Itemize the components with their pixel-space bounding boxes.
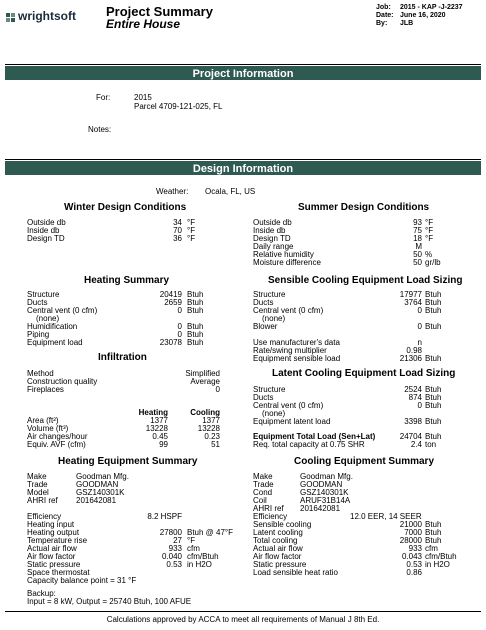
cool-eq-row-label: Actual air flow [253,544,303,553]
req-capacity-value: 2.4 [410,440,422,449]
latent-row-label: Ducts [253,393,274,402]
divider [5,611,481,612]
sensible-row-unit: Btuh [425,306,442,315]
cool-cond-value: GSZ140301K [300,488,349,497]
cool-eff-label: Efficiency [253,512,288,521]
balance-point: Capacity balance point = 31 °F [27,576,137,585]
heating-column-header: Heating [138,408,168,417]
heat-eq-row-value: 27 [173,536,182,545]
heat-eq-row-unit: in H2O [187,560,212,569]
sensible-row-value: n [417,338,422,347]
cooling-column-header: Cooling [190,408,220,417]
infil-row-label: Air changes/hour [27,432,88,441]
infiltration-heading: Infiltration [98,352,147,363]
heat-ahri-value: 201642081 [76,496,117,505]
heat-eq-row-unit: cfm/Btuh [187,552,219,561]
summer-row-label: Moisture difference [253,258,321,267]
total-load-label: Equipment Total Load (Sen+Lat) [253,432,376,441]
cool-eq-row-value: 7000 [404,528,422,537]
project-information-bar: Project Information [5,66,481,80]
date-label: Date: [376,12,394,19]
heating-row-unit: Btuh [187,298,204,307]
sensible-row-unit: Btuh [425,354,442,363]
latent-row-label: Structure [253,385,286,394]
heating-row-unit: Btuh [187,322,204,331]
winter-row-value: 34 [173,218,182,227]
latent-row-unit: Btuh [425,393,442,402]
cool-eq-row-value: 0.86 [406,568,422,577]
cool-eq-row-unit: cfm [425,544,438,553]
heat-make-label: Make [27,472,47,481]
winter-row-unit: °F [187,218,196,227]
design-information-bar: Design Information [5,161,481,175]
cool-coil-value: ARUF31B14A [300,496,351,505]
heat-eq-row-label: Temperature rise [27,536,88,545]
heating-row-value: 0 [177,330,182,339]
sensible-row-unit: Btuh [425,290,442,299]
cool-eq-row-unit: cfm/Btuh [425,552,457,561]
quality-value: Average [190,377,220,386]
summer-row-value: 50 [413,258,422,267]
weather-label: Weather: [156,187,189,196]
method-label: Method [27,369,54,378]
summer-row-value: M [415,242,422,251]
heating-row-label: (none) [36,314,60,323]
heating-row-label: Ducts [27,298,48,307]
by-value: JLB [400,20,414,27]
winter-row-label: Design TD [27,234,65,243]
winter-design-heading: Winter Design Conditions [64,202,187,213]
latent-row-value: 2524 [404,385,422,394]
summer-row-value: 50 [413,250,422,259]
cool-eq-row-label: Air flow factor [253,552,302,561]
heating-row-unit: Btuh [187,290,204,299]
summer-row-label: Outside db [253,218,292,227]
cool-eq-row-unit: Btuh [425,528,442,537]
sensible-row-label: Rate/swing multiplier [253,346,327,355]
for-line2: Parcel 4709-121-025, FL [134,102,223,111]
cool-make-label: Make [253,472,273,481]
summer-row-unit: % [425,250,433,259]
job-value: 2015 - KAP -J-2237 [400,4,463,11]
cool-eq-row-value: 21000 [399,520,422,529]
summer-row-label: Daily range [253,242,294,251]
for-label: For: [96,93,111,102]
page-subtitle: Entire House [106,17,181,31]
heat-eq-row-label: Heating output [27,528,80,537]
latent-row-unit: Btuh [425,385,442,394]
summer-row-unit: °F [425,226,434,235]
divider [5,64,481,65]
req-capacity-label: Req. total capacity at 0.75 SHR [253,440,365,449]
winter-row-label: Outside db [27,218,66,227]
heat-trade-label: Trade [27,480,48,489]
summer-row-label: Relative humidity [253,250,314,259]
cool-eq-row-label: Static pressure [253,560,307,569]
summer-row-unit: gr/lb [425,258,441,267]
heating-row-value: 0 [177,306,182,315]
logo-mark-icon [6,12,15,21]
cool-coil-label: Coil [253,496,267,505]
cool-eq-row-label: Latent cooling [253,528,303,537]
sensible-row-label: Structure [253,290,286,299]
sensible-row-value: 0 [417,306,422,315]
heat-eq-row-unit: Btuh @ 47°F [187,528,234,537]
summer-row-unit: °F [425,218,434,227]
cool-trade-label: Trade [253,480,274,489]
latent-row-label: Equipment latent load [253,417,331,426]
sensible-row-label: Equipment sensible load [253,354,341,363]
heating-row-label: Structure [27,290,60,299]
cool-eff-value: 12.0 EER, 14 SEER [350,512,422,521]
heating-row-label: Central vent (0 cfm) [27,306,98,315]
infil-row-label: Area (ft²) [27,416,59,425]
heating-row-label: Humidification [27,322,78,331]
sensible-row-label: Central vent (0 cfm) [253,306,324,315]
heating-row-label: Equipment load [27,338,83,347]
heating-row-value: 23078 [159,338,182,347]
latent-row-value: 0 [417,401,422,410]
latent-cooling-heading: Latent Cooling Equipment Load Sizing [272,368,456,379]
heat-model-value: GSZ140301K [76,488,125,497]
total-load-value: 24704 [399,432,422,441]
cool-ahri-label: AHRI ref [253,504,284,513]
backup-value: Input = 8 kW, Output = 25740 Btuh, 100 AFUE [27,597,192,606]
cool-eq-row-unit: Btuh [425,536,442,545]
infil-row-cooling: 51 [211,440,220,449]
heat-ahri-label: AHRI ref [27,496,58,505]
winter-row-unit: °F [187,234,196,243]
page-title: Project Summary [106,4,213,19]
sensible-row-unit: Btuh [425,322,442,331]
cool-eq-row-value: 28000 [399,536,422,545]
heating-row-unit: Btuh [187,306,204,315]
latent-row-unit: Btuh [425,401,442,410]
infil-row-cooling: 1377 [202,416,220,425]
sensible-cooling-heading: Sensible Cooling Equipment Load Sizing [268,275,463,286]
winter-row-unit: °F [187,226,196,235]
heat-eq-row-value: 0.040 [161,552,182,561]
cool-eq-row-label: Total cooling [253,536,298,545]
heating-row-unit: Btuh [187,338,204,347]
heat-make-value: Goodman Mfg. [76,472,129,481]
latent-row-unit: Btuh [425,417,442,426]
heat-eq-row-label: Space thermostat [27,568,90,577]
latent-row-label: Central vent (0 cfm) [253,401,324,410]
cool-eq-row-value: 0.53 [406,560,422,569]
cool-trade-value: GOODMAN [300,480,343,489]
heat-trade-value: GOODMAN [76,480,119,489]
cool-eq-row-value: 0.043 [401,552,422,561]
heat-eq-row-label: Heating input [27,520,75,529]
fireplaces-label: Fireplaces [27,385,64,394]
infil-row-heating: 0.45 [152,432,168,441]
infil-row-cooling: 0.23 [204,432,220,441]
sensible-row-value: 21306 [399,354,422,363]
winter-row-label: Inside db [27,226,60,235]
by-label: By: [376,20,388,27]
heating-row-value: 20419 [159,290,182,299]
heat-eq-row-value: 8.2 HSPF [147,512,182,521]
cool-eq-row-unit: in H2O [425,560,450,569]
cool-eq-row-label: Sensible cooling [253,520,312,529]
sensible-row-value: 0 [417,322,422,331]
infil-row-label: Equiv. AVF (cfm) [27,440,86,449]
heat-model-label: Model [27,488,49,497]
heat-eq-row-unit: °F [187,536,196,545]
sensible-row-value: 17977 [399,290,422,299]
quality-label: Construction quality [27,377,98,386]
infil-row-label: Volume (ft³) [27,424,69,433]
heating-row-label: Piping [27,330,50,339]
sensible-row-label: (none) [262,314,286,323]
total-load-unit: Btuh [425,432,442,441]
sensible-row-label: Ducts [253,298,274,307]
notes-label: Notes: [88,125,112,134]
summer-design-heading: Summer Design Conditions [298,202,430,213]
latent-row-value: 874 [408,393,422,402]
fireplaces-value: 0 [215,385,220,394]
sensible-row-label: Use manufacturer's data [253,338,340,347]
for-line1: 2015 [134,93,152,102]
cool-eq-row-unit: Btuh [425,520,442,529]
latent-row-label: (none) [262,409,286,418]
heat-eq-row-label: Actual air flow [27,544,77,553]
summer-row-value: 18 [413,234,422,243]
footer-note: Calculations approved by ACCA to meet all requirements of Manual J 8th Ed. [106,615,380,624]
method-value: Simplified [185,369,220,378]
infil-row-heating: 99 [159,440,168,449]
cool-make-value: Goodman Mfg. [300,472,353,481]
winter-row-value: 36 [173,234,182,243]
cool-cond-label: Cond [253,488,273,497]
sensible-row-value: 0.98 [406,346,422,355]
summer-row-unit: °F [425,234,434,243]
heat-eq-row-unit: cfm [187,544,200,553]
heat-eq-row-value: 0.53 [166,560,182,569]
sensible-row-label: Blower [253,322,278,331]
cool-ahri-value: 201642081 [300,504,341,513]
sensible-row-value: 3764 [404,298,422,307]
weather-value: Ocala, FL, US [205,187,256,196]
backup-label: Backup: [27,589,56,598]
date-value: June 16, 2020 [400,12,446,19]
sensible-row-unit: Btuh [425,298,442,307]
infil-row-heating: 1377 [150,416,168,425]
logo-text: wrightsoft [18,9,76,23]
heating-row-value: 2659 [164,298,182,307]
infil-row-heating: 13228 [145,424,168,433]
job-label: Job: [376,4,391,11]
heat-eq-row-label: Static pressure [27,560,81,569]
divider [5,159,481,160]
heating-row-unit: Btuh [187,330,204,339]
summer-row-value: 75 [413,226,422,235]
summer-row-label: Design TD [253,234,291,243]
heating-summary-heading: Heating Summary [84,275,170,286]
heat-eq-row-value: 27800 [159,528,182,537]
latent-row-value: 3398 [404,417,422,426]
wrightsoft-logo [6,10,76,22]
heating-equipment-heading: Heating Equipment Summary [58,456,198,467]
heating-row-value: 0 [177,322,182,331]
infil-row-cooling: 13228 [197,424,220,433]
cool-eq-row-label: Load sensible heat ratio [253,568,338,577]
cool-eq-row-value: 933 [408,544,422,553]
heat-eq-row-label: Efficiency [27,512,62,521]
cooling-equipment-heading: Cooling Equipment Summary [294,456,435,467]
heat-eq-row-label: Air flow factor [27,552,76,561]
heat-eq-row-value: 933 [168,544,182,553]
summer-row-label: Inside db [253,226,286,235]
summer-row-value: 93 [413,218,422,227]
req-capacity-unit: ton [425,440,437,449]
winter-row-value: 70 [173,226,182,235]
